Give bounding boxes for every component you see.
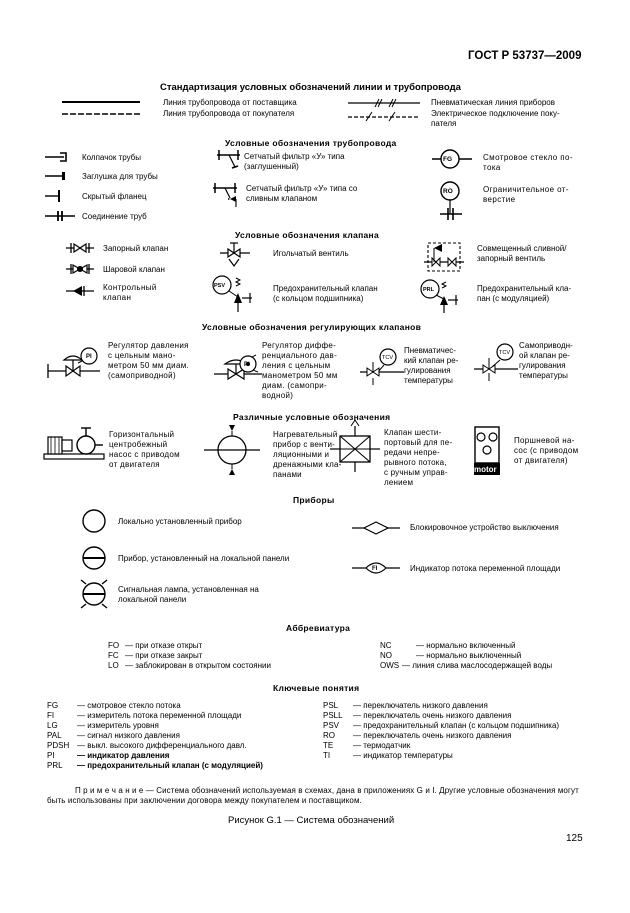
term-row: FG — смотровое стекло потока (47, 701, 181, 710)
check-valve-label: Контрольный клапан (103, 283, 157, 302)
pressure-regulator-label: Регулятор давления с цельным мано- метром 50 мм диам. (самоприводной) (108, 341, 190, 380)
abbr-row: OWS — линия слива маслосодержащей воды (380, 661, 553, 670)
plug-label: Заглушка для трубы (82, 172, 158, 181)
panel-instrument-label: Прибор, установленный на локальной панели (118, 554, 290, 563)
abbr-row: NO — нормально выключенный (380, 651, 522, 660)
abbreviations-right (380, 641, 552, 671)
key-terms-heading: Ключевые понятия (273, 683, 360, 693)
abbreviations-heading: Аббревиатура (286, 623, 351, 633)
diff-pressure-regulator-label: Регулятор диффе- ренциального дав- ления с цельным манометром 50 мм диам. (самопри- водной) (262, 341, 338, 400)
strainer-blind-label: Сетчатый фильтр «У» типа (заглушенный) (244, 152, 345, 171)
abbr-row: NC — нормально включенный (380, 641, 516, 650)
hidden-flange-label: Скрытый фланец (82, 192, 147, 201)
signal-lamp-label: Сигнальная лампа, установленная на локальной панели (118, 585, 259, 604)
term-row: PI — индикатор давления (47, 751, 170, 760)
regulating-heading: Условные обозначения регулирующих клапанов (202, 322, 422, 332)
electric-line-label: Электрическое подключение поку- пателя (431, 109, 560, 128)
pneumatic-temp-label: Пневматичес- кий клапан ре- гулирования температуры (404, 346, 459, 385)
term-row: RO — переключатель очень низкого давления (323, 731, 512, 740)
customer-line-label: Линия трубопровода от покупателя (163, 109, 295, 118)
interlock-label: Блокировочное устройство выключения (410, 523, 559, 532)
abbreviations-left (108, 641, 271, 671)
fg-tag: FG (443, 156, 453, 163)
note: П р и м е ч а н и е — Система обозначений используемая в схемах, дана в приложениях G и I. Другие условные обозначения могут быть использованы при заключении договора между покупателем и поставщиком. (47, 786, 579, 805)
instruments-heading: Приборы (293, 495, 335, 505)
centrifugal-pump-label: Горизонтальный центробежный насос с приводом от двигателя (109, 430, 180, 469)
needle-valve-label: Игольчатый вентиль (273, 249, 349, 258)
pi-tag-2: PI (244, 362, 250, 368)
main-title: Стандартизация условных обозначений линии и трубопровода (160, 82, 461, 93)
valves-heading: Условные обозначения клапана (235, 230, 380, 240)
strainer-drain-label: Сетчатый фильтр «У» типа со сливным клапаном (246, 184, 358, 203)
piston-pump-label: Поршневой на- сос (с приводом от двигателя) (514, 436, 579, 465)
key-terms-left (47, 701, 263, 771)
abbr-row: FO — при отказе открыт (108, 641, 203, 650)
gate-valve-label: Запорный клапан (103, 244, 169, 253)
ro-tag: RO (443, 188, 453, 195)
fi-tag: FI (372, 566, 378, 572)
local-instrument-label: Локально установленный прибор (118, 517, 242, 526)
term-row: FI — измеритель потока переменной площади (47, 711, 242, 720)
term-row: PAL — сигнал низкого давления (47, 731, 180, 740)
term-row: LG — измеритель уровня (47, 721, 159, 730)
misc-heading: Различные условные обозначения (233, 412, 391, 422)
term-row: PSV — предохранительный клапан (с кольцом подшипника) (323, 721, 560, 730)
panel-instrument-icon (83, 547, 105, 569)
sight-glass-label: Смотровое стекло по- тока (483, 153, 573, 172)
term-row: TE — термодатчик (323, 741, 411, 750)
abbr-row: FC — при отказе закрыт (108, 651, 203, 660)
pneumatic-line-label: Пневматическая линия приборов (431, 98, 555, 107)
tcv-tag-1: TCV (382, 355, 393, 361)
page-number: 125 (566, 833, 583, 844)
pipe-heading: Условные обозначения трубопровода (225, 138, 397, 148)
self-temp-label: Самоприводн- ой клапан ре- гулирования температуры (519, 341, 573, 380)
prl-tag: PRL (423, 287, 434, 293)
pi-tag-1: PI (86, 354, 92, 360)
term-row: PSL — переключатель низкого давления (323, 701, 488, 710)
term-row: TI — индикатор температуры (323, 751, 453, 760)
restriction-label: Ограничительное от- верстие (483, 185, 569, 204)
psv-tag: PSV (214, 283, 226, 289)
joint-label: Соединение труб (82, 212, 147, 221)
term-row: PRL — предохранительный клапан (с модуляцией) (47, 761, 263, 770)
cap-label: Колпачок трубы (82, 153, 141, 162)
motor-label: motor (474, 465, 497, 474)
standard-number: ГОСТ Р 53737—2009 (468, 50, 582, 62)
six-port-valve-label: Клапан шести- портовый для пе- редачи непре- рывного потока, с ручным управ- лением (384, 428, 453, 487)
figure-caption: Рисунок G.1 — Система обозначений (228, 815, 395, 826)
term-row: PDSH — выкл. высокого дифференциального давл. (47, 741, 247, 750)
prl-valve-label: Предохранительный кла- пан (с модуляцией) (477, 284, 572, 303)
ball-valve-label: Шаровой клапан (103, 265, 165, 274)
combined-valve-label: Совмещенный сливной/ запорный вентиль (477, 244, 567, 263)
interlock-icon (352, 522, 400, 534)
term-row: PSLL — переключатель очень низкого давления (323, 711, 512, 720)
abbr-row: LO — заблокирован в открытом состоянии (108, 661, 271, 670)
supplier-line-label: Линия трубопровода от поставщика (163, 98, 297, 107)
flow-indicator-label: Индикатор потока переменной площади (410, 564, 561, 573)
psv-valve-label: Предохранительный клапан (с кольцом подшипника) (273, 284, 378, 303)
tcv-tag-2: TCV (499, 350, 510, 356)
signal-lamp-icon (81, 580, 107, 608)
local-instrument-icon (83, 510, 105, 532)
key-terms-right (323, 701, 559, 761)
heater-label: Нагревательный прибор с венти- ляционными и дренажными кла- панами (273, 430, 342, 479)
